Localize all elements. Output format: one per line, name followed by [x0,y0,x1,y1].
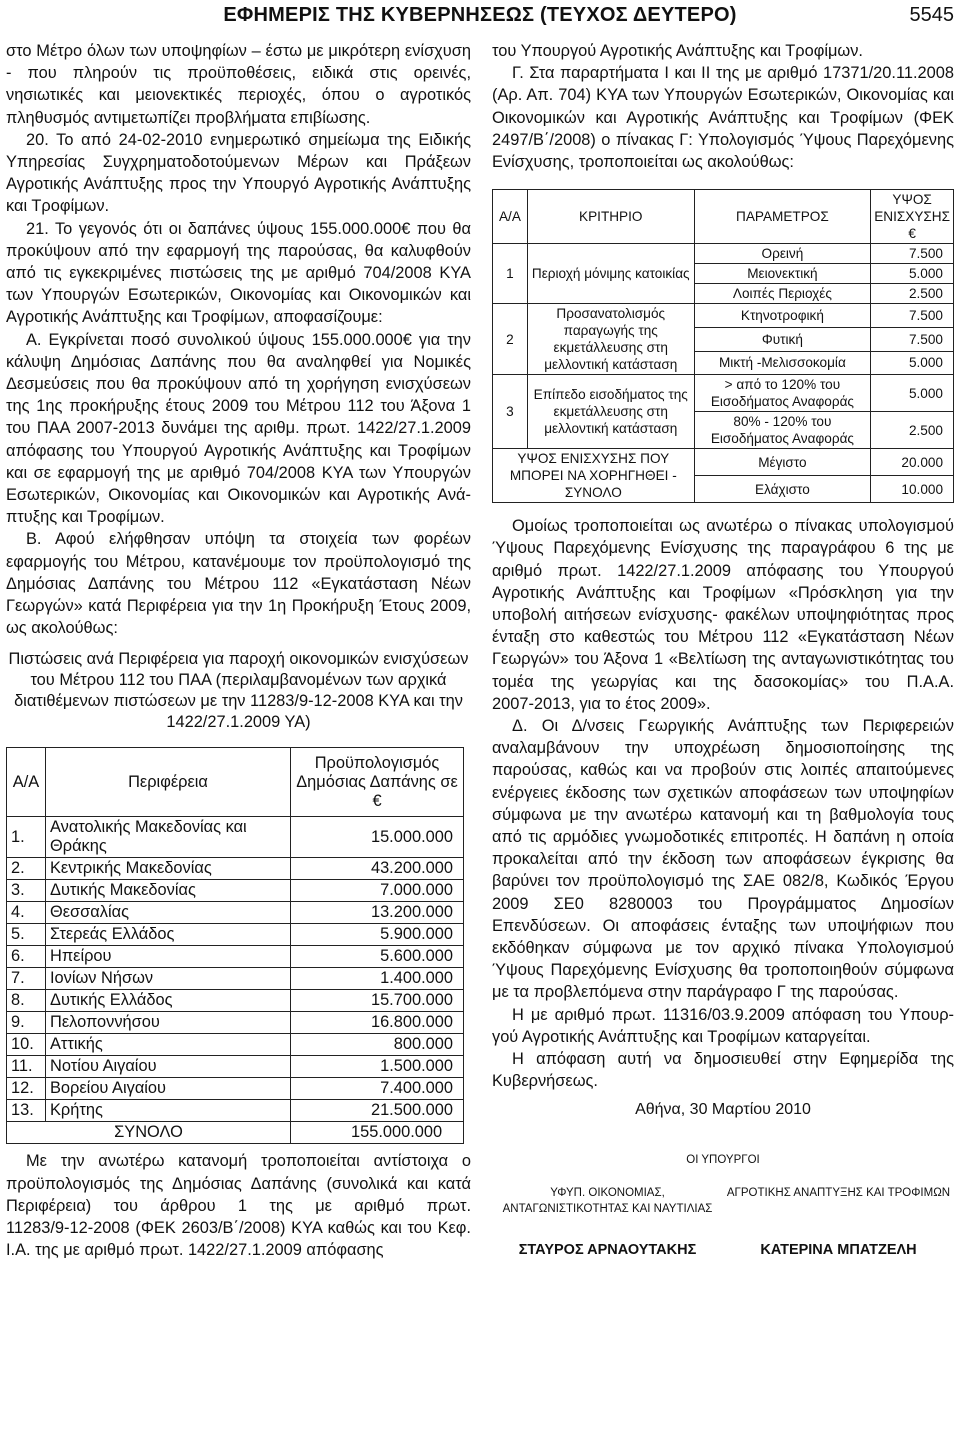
row-region: Δυτικής Μακεδονίας [46,880,291,902]
paragraph: Α. Εγκρίνεται ποσό συνολικού ύψους 155.000.000€ για την κάλυψη Δημόσιας Δαπάνης που θα αναληφθεί για Νομικές Δεσμεύσεις που θα προκύψουν από τη χορήγηση ενισχύσεων της 1ης προκήρυξης έτους 2009 του Μέτρου 112 του Άξονα 1 του ΠΑΑ 2007‑2013 δυνάμει της αριθμ. πρωτ. 1422/27.1.2009 απόφασης του Υπουργού Αγροτικής Ανάπτυξης και Τροφίμων και σε εφαρμογή της με αριθμό 704/2008 ΚΥΑ των Υπουργών Εσωτερικών, Οικονομίας και Οικονομικών και Αγροτικής Ανάπτυξης και Τροφίμων. [6,330,471,527]
row-amount: 7.000.000 [291,880,464,902]
row-aa: 10. [7,1034,46,1056]
row-amount: 21.500.000 [291,1100,464,1122]
table-row [7,1100,464,1122]
amount-cell: 5.000 [871,351,954,375]
total-amount: 155.000.000 [291,1122,464,1144]
signature-block [492,1093,954,1313]
table-row [493,304,954,328]
paragraph: Δ. Οι Δ/νσεις Γεωργικής Ανάπτυξης των Περιφερειών αναλαμβάνουν την υποχρέωση δημοσιοποίησης της παρούσας, καθώς και να προβούν στις λοιπές απαιτούμενες ενέργειες έκδοσης των σχετικών αποφάσεων των υποψηφίων σύμφωνα με την ανωτέρω κατανομή και τη βαθμολογία τους από τις αρμόδιες γνωμοδοτικές επιτροπές. Η δαπάνη η οποία προκαλείται από την έκδοση των αποφάσεων έγκρισης θα βαρύνει τον προϋπολογισμό της ΣΑΕ 082/8, Κωδικός Έργου 2009 ΣΕ0 8280003 του Προγράμματος Δημοσίων Επενδύσεων. Οι αποφάσεις ένταξης των υποψήφιων που εκδόθηκαν σύμφωνα με τον αρχικό πίνακα Υπολογισμού Ύψους Παρεχόμενης Ενίσχυσης θα τροποποιηθούν σύμφωνα με τα προβλεπόμενα στην παράγραφο Γ της παρούσας. [492,717,954,1002]
row-amount: 43.200.000 [291,858,464,880]
header-amount: ΥΨΟΣ ΕΝΙΣΧΥΣΗΣ € [871,190,954,244]
page-header [0,0,960,38]
header-budget: Προϋπολογισμός Δημόσιας Δαπάνης σε € [291,748,464,817]
table-caption: Πιστώσεις ανά Περιφέρεια για παροχή οικονομικών ενισχύσεων του Μέτρου 112 του ΠΑΑ (περιλαμβανομένων των αρχικά διατιθέμενων πιστώσεων με την 11283/9‑12‑2008 ΚΥΑ και την 1422/27.1.2009 ΥΑ) [8,650,469,732]
gazette-title: ΕΦΗΜΕΡΙΣ ΤΗΣ ΚΥΒΕΡΝΗΣΕΩΣ (ΤΕΥΧΟΣ ΔΕΥΤΕΡΟ) [223,4,737,26]
row-amount: 15.700.000 [291,990,464,1012]
row-amount: 13.200.000 [291,902,464,924]
table-header-row [493,190,954,244]
parameter-cell: Ορεινή [694,244,871,264]
row-amount: 5.900.000 [291,924,464,946]
row-aa: 1. [7,817,46,858]
table-row [7,858,464,880]
paragraph: του Υπουργού Αγροτικής Ανάπτυξης και Τροφίμων. [492,42,863,60]
amount-cell: 7.500 [871,304,954,328]
header-aa: Α/Α [493,190,528,244]
parameter-cell: 80% ‑ 120% του Εισοδήματος Αναφοράς [694,412,871,449]
amount-cell: 2.500 [871,284,954,304]
table-row [7,968,464,990]
row-amount: 800.000 [291,1034,464,1056]
criterion-label: Προσανατολισμός παραγωγής της εκμετάλλευσης στη μελλοντική κατάσταση [527,304,694,375]
table-row [7,990,464,1012]
table-row [7,946,464,968]
right-column [492,40,954,1313]
row-region: Ιονίων Νήσων [46,968,291,990]
parameter-cell: > από το 120% του Εισοδήματος Αναφοράς [694,375,871,412]
paragraph: Με την ανωτέρω κατανομή τροποποιείται αντίστοιχα ο προϋπολογισμός της Δημόσιας Δαπάνης (συνολικά και κατά Περιφέρεια) του άρθρου 1 της με αριθμό πρωτ. 11283/9‑12‑2008 (ΦΕΚ 2603/Β΄/2008) ΚΥΑ καθώς και του Κεφ. Ι.Α. της με αριθμό πρωτ. 1422/27.1.2009 απόφασης [6,1152,471,1260]
paragraph: 21. Το γεγονός ότι οι δαπάνες ύψους 155.000.000€ που θα προκύψουν από την εφαρμογή της παρούσας, θα καλυφθούν από τις εγκεκριμένες πιστώσεις της με αριθμό 704/2008 ΚΥΑ των Υπουργών Εσωτερικών, Οικονομίας και Οικονομικών και Αγροτικής Ανάπτυξης και Τροφίμων, αποφασίζουμε: [6,219,471,327]
parameter-cell: Μικτή ‑Μελισσοκομία [694,351,871,375]
row-aa: 12. [7,1078,46,1100]
row-aa: 2. [7,858,46,880]
total-label: ΣΥΝΟΛΟ [7,1122,291,1144]
header-criterion: ΚΡΙΤΗΡΙΟ [527,190,694,244]
criterion-aa: 3 [493,375,528,449]
amount-cell: 7.500 [871,327,954,351]
amount-cell: 5.000 [871,264,954,284]
table-row [7,817,464,858]
parameter-cell: Μέγιστο [694,449,871,476]
row-amount: 1.500.000 [291,1056,464,1078]
table-row [493,375,954,412]
minister-title: ΑΓΡΟΤΙΚΗΣ ΑΝΑΠΤΥΞΗΣ ΚΑΙ ΤΡΟΦΙΜΩΝ [726,1186,951,1199]
row-region: Βορείου Αιγαίου [46,1078,291,1100]
row-aa: 7. [7,968,46,990]
table-row [7,1056,464,1078]
table-row [493,449,954,476]
minister-name: ΚΑΤΕΡΙΝΑ ΜΠΑΤΖΕΛΗ [760,1241,917,1258]
signature-date: Αθήνα, 30 Μαρτίου 2010 [635,1100,811,1118]
criterion-label: Επίπεδο εισοδήματος της εκμετάλλευσης στη μελλοντική κατάσταση [527,375,694,449]
row-region: Κεντρικής Μακεδονίας [46,858,291,880]
row-aa: 13. [7,1100,46,1122]
row-region: Θεσσαλίας [46,902,291,924]
table-row [7,1034,464,1056]
row-aa: 3. [7,880,46,902]
row-region: Δυτικής Ελλάδος [46,990,291,1012]
parameter-cell: Μειονεκτική [694,264,871,284]
support-amount-table [492,189,954,503]
paragraph: Η με αριθμό πρωτ. 11316/03.9.2009 απόφαση του Υπουργού Αγροτικής Ανάπτυξης και Τροφίμων καταργείται. [492,1005,954,1046]
left-column [6,40,471,1262]
ministers-label: ΟΙ ΥΠΟΥΡΓΟΙ [686,1153,760,1166]
parameter-cell: Λοιπές Περιοχές [694,284,871,304]
total-label: ΥΨΟΣ ΕΝΙΣΧΥΣΗΣ ΠΟΥ ΜΠΟΡΕΙ ΝΑ ΧΟΡΗΓΗΘΕΙ ‑ ΣΥΝΟΛΟ [493,449,695,503]
row-aa: 5. [7,924,46,946]
paragraph: Γ. Στα παραρτήματα Ι και ΙΙ της με αριθμό 17371/20.11.2008 (Αρ. Απ. 704) ΚΥΑ των Υπουργών Εσωτερικών, Οικονομίας και Οικονομικών και Αγροτικής Ανάπτυξης και Τροφίμων (ΦΕΚ 2497/Β΄/2008) ο πίνακας Γ: Υπολογισμός Ύψους Παρεχόμενης Ενίσχυσης, τροποποιείται ως ακολούθως: [492,64,954,172]
row-region: Ανατολικής Μακεδονίας και Θράκης [46,817,291,858]
row-amount: 1.400.000 [291,968,464,990]
criterion-aa: 1 [493,244,528,304]
header-aa: Α/Α [7,748,46,817]
table-header-row [7,748,464,817]
criterion-label: Περιοχή μόνιμης κατοικίας [527,244,694,304]
row-amount: 7.400.000 [291,1078,464,1100]
row-aa: 4. [7,902,46,924]
table-row [7,924,464,946]
parameter-cell: Φυτική [694,327,871,351]
row-region: Στερεάς Ελλάδος [46,924,291,946]
amount-cell: 2.500 [871,412,954,449]
minister-title: ΥΦΥΠ. ΟΙΚΟΝΟΜΙΑΣ, ΑΝΤΑΓΩΝΙΣΤΙΚΟΤΗΤΑΣ ΚΑΙ ΝΑΥΤΙΛΙΑΣ [502,1186,713,1215]
row-region: Πελοποννήσου [46,1012,291,1034]
amount-cell: 20.000 [871,449,954,476]
row-region: Αττικής [46,1034,291,1056]
parameter-cell: Ελάχιστο [694,476,871,503]
row-region: Κρήτης [46,1100,291,1122]
table-total-row [7,1122,464,1144]
allocation-table [6,747,464,1144]
row-aa: 8. [7,990,46,1012]
parameter-cell: Κτηνοτροφική [694,304,871,328]
criterion-aa: 2 [493,304,528,375]
page-number: 5545 [909,4,954,26]
paragraph: 20. Το από 24‑02‑2010 ενημερωτικό σημείωμα της Ειδικής Υπηρεσίας Συγχρηματοδοτούμενων Μέρων και Πράξεων Αγροτικής Ανάπτυξης προς την Υπουργό Αγροτικής Ανάπτυξης και Τροφίμων. [6,130,471,216]
row-aa: 6. [7,946,46,968]
row-amount: 15.000.000 [291,817,464,858]
table-row [7,1078,464,1100]
row-region: Ηπείρου [46,946,291,968]
table-row [7,1012,464,1034]
row-amount: 16.800.000 [291,1012,464,1034]
amount-cell: 7.500 [871,244,954,264]
minister-name: ΣΤΑΥΡΟΣ ΑΡΝΑΟΥΤΑΚΗΣ [518,1241,697,1258]
header-region: Περιφέρεια [46,748,291,817]
table-row [493,244,954,264]
row-region: Νοτίου Αιγαίου [46,1056,291,1078]
paragraph: στο Μέτρο όλων των υποψηφίων – έστω με μικρότερη ενίσχυση ‑ που πληρούν τις προϋποθέσεις, ειδικά στις ορεινές, νησιωτικές και μειονεκτικές περιοχές, όπου ο αγροτικός πληθυσμός αντιμετωπίζει προβλήματα επιβίωσης. [6,42,471,127]
amount-cell: 5.000 [871,375,954,412]
row-amount: 5.600.000 [291,946,464,968]
amount-cell: 10.000 [871,476,954,503]
paragraph: Β. Αφού ελήφθησαν υπόψη τα στοιχεία των φορέων εφαρμογής του Μέτρου, κατανέμουμε τον προϋπολογισμό της Δημόσιας Δαπάνης του Μέτρου 112 «Εγκατάσταση Νέων Γεωργών» κατά Περιφέρεια για την 1η Προκήρυξη Έτους 2009, ως ακολούθως: [6,530,471,638]
table-row [7,902,464,924]
header-parameter: ΠΑΡΑΜΕΤΡΟΣ [694,190,871,244]
row-aa: 11. [7,1056,46,1078]
paragraph: Ομοίως τροποποιείται ως ανωτέρω ο πίνακας υπολογισμού Ύψους Παρεχόμενης Ενίσχυσης της παραγράφου 6 της με αριθμό πρωτ. 1422/27.1.2009 απόφασης του Υπουργού Αγροτικής Ανάπτυξης και Τροφίμων «Πρόσκληση για την υποβολή αιτήσεων ενίσχυσης‑ φακέλων υποψηφιότητας προς ένταξη στο καθεστώς του Μέτρου 112 «Εγκατάσταση Νέων Γεωργών» του Άξονα 1 «Βελτίωση της ανταγωνιστικότητας του τομέα της γεωργίας και της δασοκομίας» του Π.Α.Α. 2007‑2013, για το έτος 2009». [492,517,954,713]
row-aa: 9. [7,1012,46,1034]
paragraph: Η απόφαση αυτή να δημοσιευθεί στην Εφημερίδα της Κυβερνήσεως. [492,1050,954,1091]
table-row [7,880,464,902]
